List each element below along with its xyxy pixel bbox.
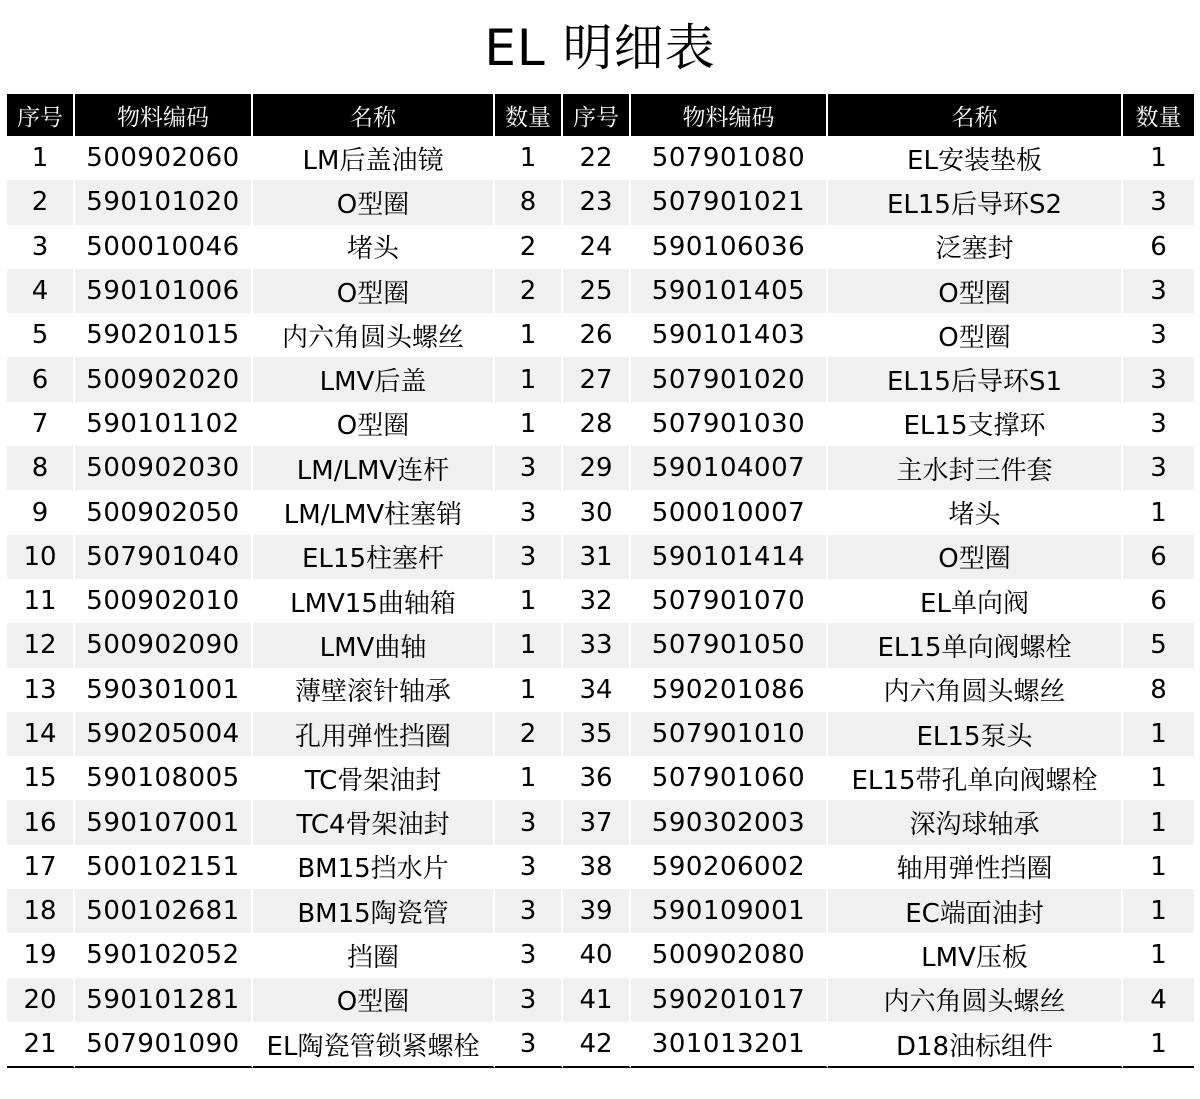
qty-cell: 1 — [495, 756, 563, 800]
name-cell: EC端面油封 — [828, 889, 1123, 933]
qty-cell: 3 — [1123, 446, 1194, 490]
name-cell: EL陶瓷管锁紧螺栓 — [253, 1022, 495, 1068]
name-cell: 内六角圆头螺丝 — [828, 978, 1123, 1022]
index-cell: 15 — [7, 756, 75, 800]
code-cell: 500902050 — [75, 490, 253, 534]
table-row — [7, 1022, 1194, 1068]
index-cell: 16 — [7, 800, 75, 844]
index-cell: 28 — [563, 402, 631, 446]
table-row — [7, 800, 1194, 844]
qty-cell: 1 — [1123, 1022, 1194, 1068]
name-cell: EL15柱塞杆 — [253, 535, 495, 579]
qty-cell: 1 — [495, 313, 563, 357]
qty-cell: 8 — [1150, 674, 1167, 705]
index-cell: 29 — [563, 446, 631, 490]
qty-cell: 3 — [495, 978, 563, 1022]
index-cell: 8 — [7, 446, 75, 490]
index-cell: 23 — [563, 180, 631, 224]
qty-cell: 3 — [495, 889, 563, 933]
code-cell: 500902010 — [75, 579, 253, 623]
table-row — [7, 269, 1194, 313]
qty-cell: 1 — [1150, 497, 1167, 528]
table-row — [7, 313, 1194, 357]
header-name-right: 名称 — [828, 94, 1123, 136]
qty-cell: 4 — [1123, 978, 1194, 1022]
code-cell: 590101281 — [75, 978, 253, 1022]
code-cell: 500102681 — [75, 889, 253, 933]
header-index-left: 序号 — [7, 94, 75, 136]
code-cell: 590301001 — [75, 668, 253, 712]
table-row — [7, 180, 1194, 224]
index-cell: 4 — [7, 269, 75, 313]
code-cell: 507901021 — [631, 180, 828, 224]
code-cell: 590101020 — [75, 180, 253, 224]
qty-cell: 8 — [495, 180, 563, 224]
name-cell: 薄壁滚针轴承 — [253, 668, 495, 712]
qty-cell: 1 — [1123, 800, 1194, 844]
name-cell: TC骨架油封 — [253, 756, 495, 800]
code-cell: 590106036 — [631, 225, 828, 269]
index-cell: 26 — [563, 313, 631, 357]
name-cell: LM后盖油镜 — [253, 136, 495, 180]
index-cell: 36 — [563, 756, 631, 800]
index-cell: 9 — [7, 490, 75, 534]
qty-cell: 3 — [495, 535, 563, 579]
name-cell: 内六角圆头螺丝 — [253, 313, 495, 357]
qty-cell: 3 — [1123, 180, 1194, 224]
bom-body — [7, 136, 1194, 1068]
name-cell: 内六角圆头螺丝 — [828, 668, 1123, 712]
code-cell: 590102052 — [75, 933, 253, 977]
qty-cell: 1 — [495, 136, 563, 180]
index-cell: 11 — [7, 579, 75, 623]
code-cell: 590201086 — [631, 668, 828, 712]
code-cell: 500902090 — [75, 623, 253, 667]
code-cell: 500102151 — [75, 845, 253, 889]
code-cell: 507901060 — [631, 756, 828, 800]
table-row — [7, 756, 1194, 800]
code-cell: 507901040 — [75, 535, 253, 579]
qty-cell: 1 — [495, 668, 563, 712]
name-cell: EL15带孔单向阀螺栓 — [828, 756, 1123, 800]
qty-cell: 2 — [495, 225, 563, 269]
code-cell: 507901020 — [631, 357, 828, 401]
name-cell: O型圈 — [253, 978, 495, 1022]
code-cell: 590101414 — [631, 535, 828, 579]
index-cell: 17 — [7, 845, 75, 889]
qty-cell: 1 — [1150, 940, 1167, 971]
table-row — [7, 978, 1194, 1022]
code-cell: 507901010 — [631, 712, 828, 756]
code-cell: 500902060 — [75, 136, 253, 180]
qty-cell: 1 — [495, 357, 563, 401]
qty-cell: 3 — [495, 933, 563, 977]
header-name-left: 名称 — [253, 94, 495, 136]
index-cell: 19 — [7, 933, 75, 977]
index-cell: 41 — [563, 978, 631, 1022]
name-cell: O型圈 — [828, 313, 1123, 357]
qty-cell: 3 — [1123, 357, 1194, 401]
qty-cell: 6 — [1123, 535, 1194, 579]
index-cell: 14 — [7, 712, 75, 756]
code-cell: 590206002 — [631, 845, 828, 889]
index-cell: 25 — [563, 269, 631, 313]
name-cell: O型圈 — [253, 180, 495, 224]
qty-cell: 3 — [495, 490, 563, 534]
qty-cell: 3 — [1150, 408, 1167, 439]
index-cell: 22 — [563, 136, 631, 180]
name-cell: BM15陶瓷管 — [253, 889, 495, 933]
table-row — [7, 845, 1194, 889]
code-cell: 590205004 — [75, 712, 253, 756]
name-cell: TC4骨架油封 — [253, 800, 495, 844]
qty-cell: 3 — [495, 446, 563, 490]
table-row — [7, 933, 1194, 977]
page-title: EL 明细表 — [484, 19, 716, 77]
bom-table — [7, 94, 1194, 1068]
index-cell: 38 — [563, 845, 631, 889]
code-cell: 507901070 — [631, 579, 828, 623]
index-cell: 33 — [563, 623, 631, 667]
table-row — [7, 579, 1194, 623]
index-cell: 1 — [7, 136, 75, 180]
name-cell: EL15后导环S2 — [828, 180, 1123, 224]
name-cell: EL15泵头 — [828, 712, 1123, 756]
qty-cell: 3 — [495, 845, 563, 889]
table-row — [7, 446, 1194, 490]
qty-cell: 1 — [1150, 851, 1167, 882]
name-cell: 孔用弹性挡圈 — [253, 712, 495, 756]
code-cell: 590201015 — [75, 313, 253, 357]
index-cell: 42 — [563, 1022, 631, 1068]
code-cell: 590101405 — [631, 269, 828, 313]
code-cell: 590302003 — [631, 800, 828, 844]
name-cell: BM15挡水片 — [253, 845, 495, 889]
header-qty-right: 数量 — [1123, 94, 1194, 136]
name-cell: 堵头 — [253, 225, 495, 269]
qty-cell: 3 — [495, 1022, 563, 1068]
index-cell: 21 — [7, 1022, 75, 1068]
header-qty-left: 数量 — [495, 94, 563, 136]
name-cell: EL15后导环S1 — [828, 357, 1123, 401]
code-cell: 590104007 — [631, 446, 828, 490]
qty-cell: 1 — [1123, 712, 1194, 756]
qty-cell: 6 — [1150, 231, 1167, 262]
index-cell: 34 — [563, 668, 631, 712]
code-cell: 507901080 — [631, 136, 828, 180]
qty-cell: 1 — [495, 623, 563, 667]
index-cell: 7 — [7, 402, 75, 446]
qty-cell: 2 — [495, 712, 563, 756]
qty-cell: 3 — [1150, 320, 1167, 351]
code-cell: 590101403 — [631, 313, 828, 357]
name-cell: EL单向阀 — [828, 579, 1123, 623]
index-cell: 30 — [563, 490, 631, 534]
index-cell: 5 — [7, 313, 75, 357]
code-cell: 507901090 — [75, 1022, 253, 1068]
code-cell: 500010046 — [75, 225, 253, 269]
index-cell: 12 — [7, 623, 75, 667]
code-cell: 500010007 — [631, 490, 828, 534]
code-cell: 301013201 — [631, 1022, 828, 1068]
name-cell: EL安装垫板 — [828, 136, 1123, 180]
name-cell: O型圈 — [828, 535, 1123, 579]
code-cell: 500902030 — [75, 446, 253, 490]
index-cell: 6 — [7, 357, 75, 401]
index-cell: 18 — [7, 889, 75, 933]
name-cell: LMV压板 — [828, 933, 1123, 977]
index-cell: 20 — [7, 978, 75, 1022]
index-cell: 31 — [563, 535, 631, 579]
header-code-right: 物料编码 — [631, 94, 828, 136]
table-row — [7, 402, 1194, 446]
index-cell: 40 — [563, 933, 631, 977]
qty-cell: 1 — [1123, 889, 1194, 933]
qty-cell: 1 — [1150, 763, 1167, 794]
table-row — [7, 889, 1194, 933]
index-cell: 35 — [563, 712, 631, 756]
code-cell: 590101006 — [75, 269, 253, 313]
index-cell: 10 — [7, 535, 75, 579]
name-cell: LM/LMV连杆 — [253, 446, 495, 490]
name-cell: O型圈 — [253, 402, 495, 446]
name-cell: 挡圈 — [253, 933, 495, 977]
qty-cell: 5 — [1123, 623, 1194, 667]
code-cell: 590101102 — [75, 402, 253, 446]
code-cell: 590107001 — [75, 800, 253, 844]
name-cell: 泛塞封 — [828, 225, 1123, 269]
qty-cell: 1 — [495, 579, 563, 623]
qty-cell: 1 — [495, 402, 563, 446]
qty-cell: 6 — [1150, 586, 1167, 617]
name-cell: LMV后盖 — [253, 357, 495, 401]
code-cell: 590108005 — [75, 756, 253, 800]
name-cell: LMV曲轴 — [253, 623, 495, 667]
name-cell: 轴用弹性挡圈 — [828, 845, 1123, 889]
table-row — [7, 623, 1194, 667]
index-cell: 37 — [563, 800, 631, 844]
name-cell: 堵头 — [828, 490, 1123, 534]
name-cell: LMV15曲轴箱 — [253, 579, 495, 623]
table-row — [7, 490, 1194, 534]
code-cell: 590109001 — [631, 889, 828, 933]
code-cell: 590201017 — [631, 978, 828, 1022]
name-cell: EL15单向阀螺栓 — [828, 623, 1123, 667]
name-cell: O型圈 — [253, 269, 495, 313]
code-cell: 507901050 — [631, 623, 828, 667]
name-cell: O型圈 — [828, 269, 1123, 313]
header-row — [7, 94, 1194, 136]
name-cell: 主水封三件套 — [828, 446, 1123, 490]
header-index-right: 序号 — [563, 94, 631, 136]
index-cell: 32 — [563, 579, 631, 623]
code-cell: 500902020 — [75, 357, 253, 401]
index-cell: 2 — [7, 180, 75, 224]
name-cell: D18油标组件 — [828, 1022, 1123, 1068]
qty-cell: 3 — [1123, 269, 1194, 313]
name-cell: 深沟球轴承 — [828, 800, 1123, 844]
index-cell: 24 — [563, 225, 631, 269]
qty-cell: 1 — [1150, 143, 1167, 174]
table-row — [7, 712, 1194, 756]
qty-cell: 2 — [495, 269, 563, 313]
table-row — [7, 535, 1194, 579]
index-cell: 3 — [7, 225, 75, 269]
table-row — [7, 668, 1194, 712]
index-cell: 39 — [563, 889, 631, 933]
name-cell: EL15支撑环 — [828, 402, 1123, 446]
code-cell: 507901030 — [631, 402, 828, 446]
table-row — [7, 136, 1194, 180]
index-cell: 27 — [563, 357, 631, 401]
index-cell: 13 — [7, 668, 75, 712]
header-code-left: 物料编码 — [75, 94, 253, 136]
qty-cell: 3 — [495, 800, 563, 844]
table-row — [7, 357, 1194, 401]
table-row — [7, 225, 1194, 269]
name-cell: LM/LMV柱塞销 — [253, 490, 495, 534]
code-cell: 500902080 — [631, 933, 828, 977]
